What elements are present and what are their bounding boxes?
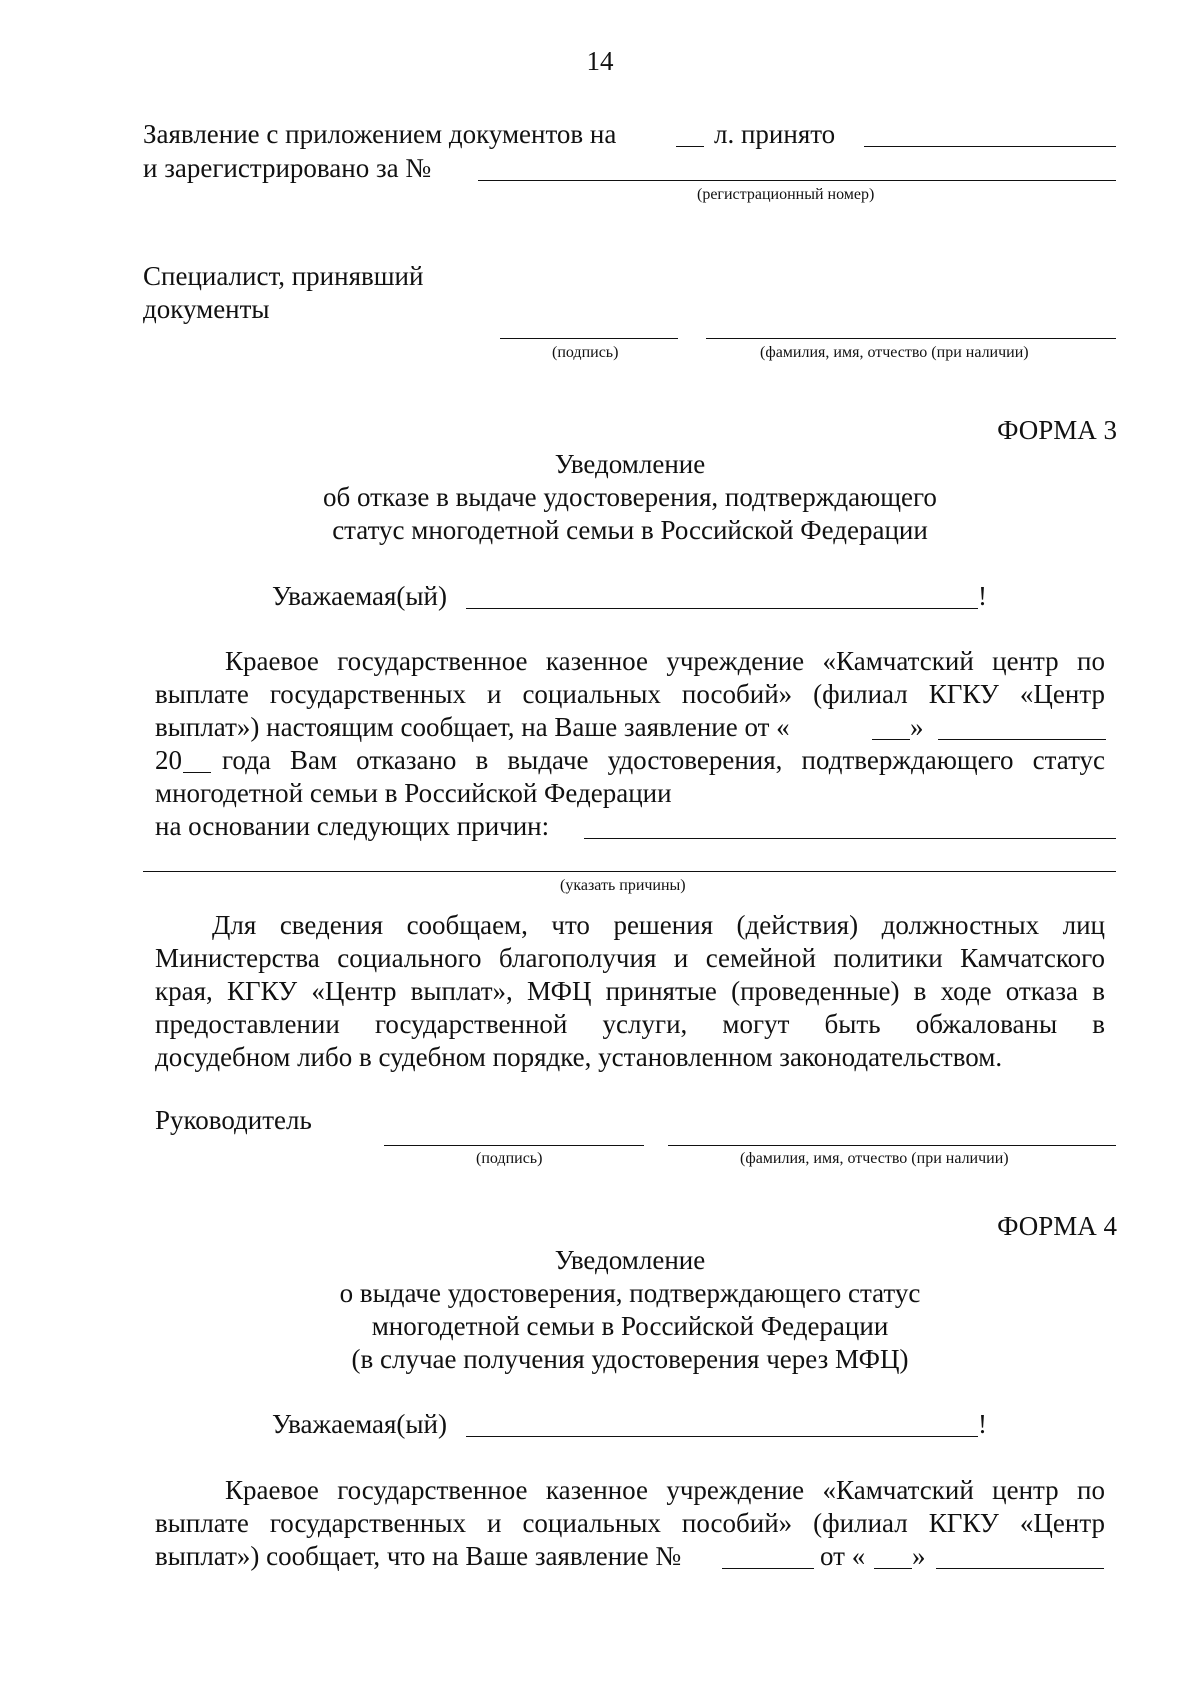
form4-label: ФОРМА 4 xyxy=(997,1211,1117,1241)
form3-title-line1: Уведомление xyxy=(554,449,706,479)
form3-head-fio-blank xyxy=(668,1145,1116,1146)
form3-year-blank xyxy=(183,772,211,773)
form3-p2-line3: края, КГКУ «Центр выплат», МФЦ принятые (проведенные) в ходе отказа в xyxy=(155,976,1105,1006)
form4-title-line2: о выдаче удостоверения, подтверждающего статус xyxy=(339,1278,921,1308)
form3-salutation: Уважаемая(ый) xyxy=(272,581,447,611)
form3-p1-line4b: года Вам отказано в выдаче удостоверения, подтверждающего статус xyxy=(222,745,1105,775)
form4-p1-line3a: выплат») сообщает, что на Ваше заявление № xyxy=(155,1541,682,1571)
form3-reasons-caption: (указать причины) xyxy=(560,877,686,894)
form4-p1-line3b: от « xyxy=(820,1541,866,1571)
specialist-signature-blank xyxy=(500,338,678,339)
form3-p2-line5: досудебном либо в судебном порядке, установленном законодательством. xyxy=(155,1042,1003,1072)
form3-p1-line3b: » xyxy=(910,712,924,742)
form3-p1-line5: многодетной семьи в Российской Федерации xyxy=(155,778,672,808)
sheets-count-blank xyxy=(676,146,704,147)
form3-p2-line1: Для сведения сообщаем, что решения (действия) должностных лиц xyxy=(212,910,1105,940)
form4-recipient-blank xyxy=(466,1436,978,1437)
specialist-signature-caption: (подпись) xyxy=(552,344,619,361)
form3-p2-line2: Министерства социального благополучия и семейной политики Камчатского xyxy=(155,943,1105,973)
form3-head-label: Руководитель xyxy=(155,1105,312,1135)
form3-p1-line4a: 20 xyxy=(155,745,182,775)
form3-p2-line4: предоставлении государственной услуги, могут быть обжалованы в xyxy=(155,1009,1105,1039)
form3-exclamation: ! xyxy=(978,581,987,611)
form3-date-month-blank xyxy=(938,739,1106,740)
reg-number-blank xyxy=(478,180,1116,181)
specialist-label-line1: Специалист, принявший xyxy=(143,261,424,291)
form4-p1-line3c: » xyxy=(912,1541,926,1571)
form3-p1-line2: выплате государственных и социальных пособий» (филиал КГКУ «Центр xyxy=(155,679,1105,709)
page-number: 14 xyxy=(586,46,614,76)
specialist-label-line2: документы xyxy=(143,294,270,324)
form3-reasons-blank1 xyxy=(584,838,1116,839)
form4-app-number-blank xyxy=(722,1568,814,1569)
form4-salutation: Уважаемая(ый) xyxy=(272,1409,447,1439)
form4-date-month-blank xyxy=(936,1568,1104,1569)
form3-recipient-blank xyxy=(466,608,978,609)
accepted-date-blank xyxy=(864,146,1116,147)
form3-date-day-blank xyxy=(872,739,910,740)
form3-p1-line3a: выплат») настоящим сообщает, на Ваше заявление от « xyxy=(155,712,790,742)
specialist-fio-caption: (фамилия, имя, отчество (при наличии) xyxy=(760,344,1029,361)
reg-number-caption: (регистрационный номер) xyxy=(697,186,875,203)
specialist-fio-blank xyxy=(706,338,1116,339)
form4-p1-line2: выплате государственных и социальных пособий» (филиал КГКУ «Центр xyxy=(155,1508,1105,1538)
form3-head-signature-caption: (подпись) xyxy=(476,1150,543,1167)
form4-date-day-blank xyxy=(874,1568,912,1569)
form3-head-signature-blank xyxy=(384,1145,644,1146)
receipt-line1: Заявление с приложением документов на xyxy=(143,119,617,149)
form4-p1-line1: Краевое государственное казенное учреждение «Камчатский центр по xyxy=(225,1475,1105,1505)
form3-p1-line1: Краевое государственное казенное учреждение «Камчатский центр по xyxy=(225,646,1105,676)
form4-title-line1: Уведомление xyxy=(554,1245,706,1275)
sheets-suffix: л. принято xyxy=(714,119,836,149)
form3-reasons-blank2 xyxy=(143,871,1116,872)
form3-title-line3: статус многодетной семьи в Российской Федерации xyxy=(332,515,928,545)
form3-title-line2: об отказе в выдаче удостоверения, подтверждающего xyxy=(323,482,937,512)
form3-label: ФОРМА 3 xyxy=(997,415,1117,445)
form3-head-fio-caption: (фамилия, имя, отчество (при наличии) xyxy=(740,1150,1009,1167)
form4-title-line3: многодетной семьи в Российской Федерации xyxy=(371,1311,889,1341)
receipt-line2: и зарегистрировано за № xyxy=(143,153,432,183)
form4-title-line4: (в случае получения удостоверения через МФЦ) xyxy=(351,1344,909,1374)
form4-exclamation: ! xyxy=(978,1409,987,1439)
form3-p1-line6: на основании следующих причин: xyxy=(155,811,550,841)
